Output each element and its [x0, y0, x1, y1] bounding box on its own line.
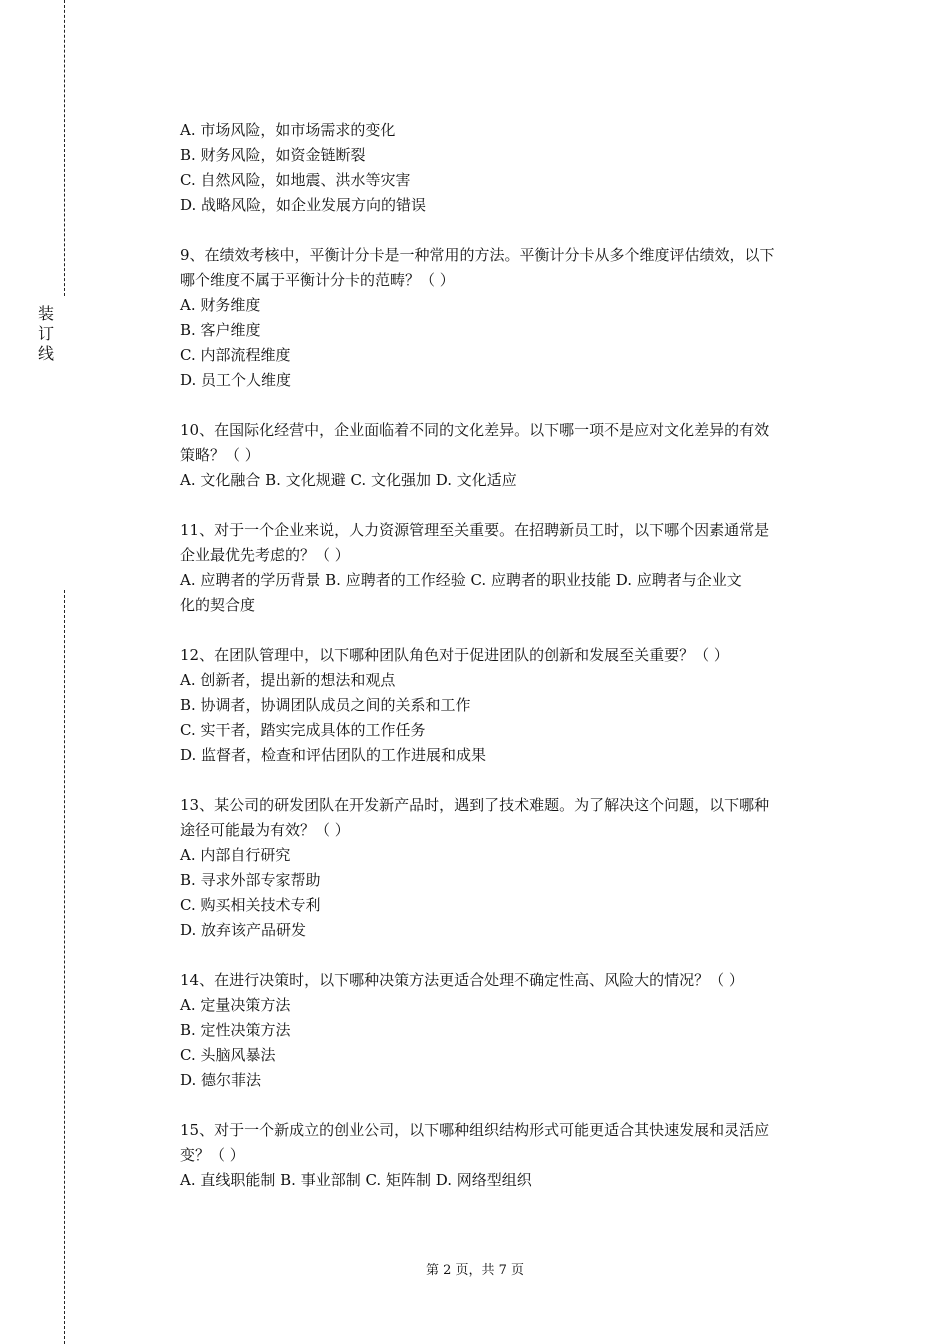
- option-a: A. 创新者，提出新的想法和观点: [180, 671, 396, 689]
- binding-char: 订: [37, 324, 54, 343]
- question-9: [180, 243, 840, 393]
- question-stem: 企业最优先考虑的？（ ）: [180, 546, 350, 564]
- question-stem: 15、对于一个新成立的创业公司，以下哪种组织结构形式可能更适合其快速发展和灵活应: [180, 1121, 770, 1139]
- question-content: [180, 118, 840, 1218]
- question-stem: 14、在进行决策时，以下哪种决策方法更适合处理不确定性高、风险大的情况？（ ）: [180, 971, 744, 989]
- option-a: A. 市场风险，如市场需求的变化: [180, 121, 396, 139]
- option-d: D. 德尔菲法: [180, 1071, 262, 1089]
- question-11: [180, 518, 840, 618]
- option-d: D. 监督者，检查和评估团队的工作进展和成果: [180, 746, 487, 764]
- option-d: D. 员工个人维度: [180, 371, 292, 389]
- option-a: A. 财务维度: [180, 296, 261, 314]
- options-inline: A. 直线职能制 B. 事业部制 C. 矩阵制 D. 网络型组织: [180, 1171, 532, 1189]
- question-13: [180, 793, 840, 943]
- binding-dashed-line-bottom: [64, 590, 65, 1344]
- question-stem: 13、某公司的研发团队在开发新产品时，遇到了技术难题。为了解决这个问题，以下哪种: [180, 796, 770, 814]
- option-d: D. 放弃该产品研发: [180, 921, 307, 939]
- option-b: B. 协调者，协调团队成员之间的关系和工作: [180, 696, 471, 714]
- question-10: [180, 418, 840, 493]
- question-stem: 11、对于一个企业来说，人力资源管理至关重要。在招聘新员工时，以下哪个因素通常是: [180, 521, 770, 539]
- question-stem: 策略？（ ）: [180, 446, 260, 464]
- option-c: C. 实干者，踏实完成具体的工作任务: [180, 721, 426, 739]
- question-stem: 9、在绩效考核中，平衡计分卡是一种常用的方法。平衡计分卡从多个维度评估绩效，以下: [180, 246, 775, 264]
- option-c: C. 头脑风暴法: [180, 1046, 276, 1064]
- option-b: B. 财务风险，如资金链断裂: [180, 146, 366, 164]
- option-c: C. 内部流程维度: [180, 346, 291, 364]
- question-15: [180, 1118, 840, 1193]
- options-inline: A. 文化融合 B. 文化规避 C. 文化强加 D. 文化适应: [180, 471, 517, 489]
- question-stem: 12、在团队管理中，以下哪种团队角色对于促进团队的创新和发展至关重要？（ ）: [180, 646, 729, 664]
- options-inline: 化的契合度: [180, 596, 256, 614]
- option-a: A. 内部自行研究: [180, 846, 291, 864]
- page-number: 第 2 页，共 7 页: [425, 1263, 525, 1278]
- option-b: B. 定性决策方法: [180, 1021, 291, 1039]
- binding-char: 装: [37, 304, 54, 323]
- question-stem: 10、在国际化经营中，企业面临着不同的文化差异。以下哪一项不是应对文化差异的有效: [180, 421, 770, 439]
- option-b: B. 客户维度: [180, 321, 261, 339]
- question-8-options: [180, 118, 840, 218]
- option-d: D. 战略风险，如企业发展方向的错误: [180, 196, 427, 214]
- binding-dashed-line-top: [64, 0, 65, 296]
- options-inline: A. 应聘者的学历背景 B. 应聘者的工作经验 C. 应聘者的职业技能 D. 应聘者与企业文: [180, 571, 742, 589]
- question-14: [180, 968, 840, 1093]
- option-b: B. 寻求外部专家帮助: [180, 871, 321, 889]
- option-c: C. 自然风险，如地震、洪水等灾害: [180, 171, 411, 189]
- binding-char: 线: [37, 344, 54, 363]
- question-stem: 变？（ ）: [180, 1146, 245, 1164]
- binding-label: [36, 304, 56, 364]
- question-stem: 哪个维度不属于平衡计分卡的范畴？（ ）: [180, 271, 455, 289]
- question-12: [180, 643, 840, 768]
- question-stem: 途径可能最为有效？（ ）: [180, 821, 350, 839]
- option-a: A. 定量决策方法: [180, 996, 291, 1014]
- option-c: C. 购买相关技术专利: [180, 896, 321, 914]
